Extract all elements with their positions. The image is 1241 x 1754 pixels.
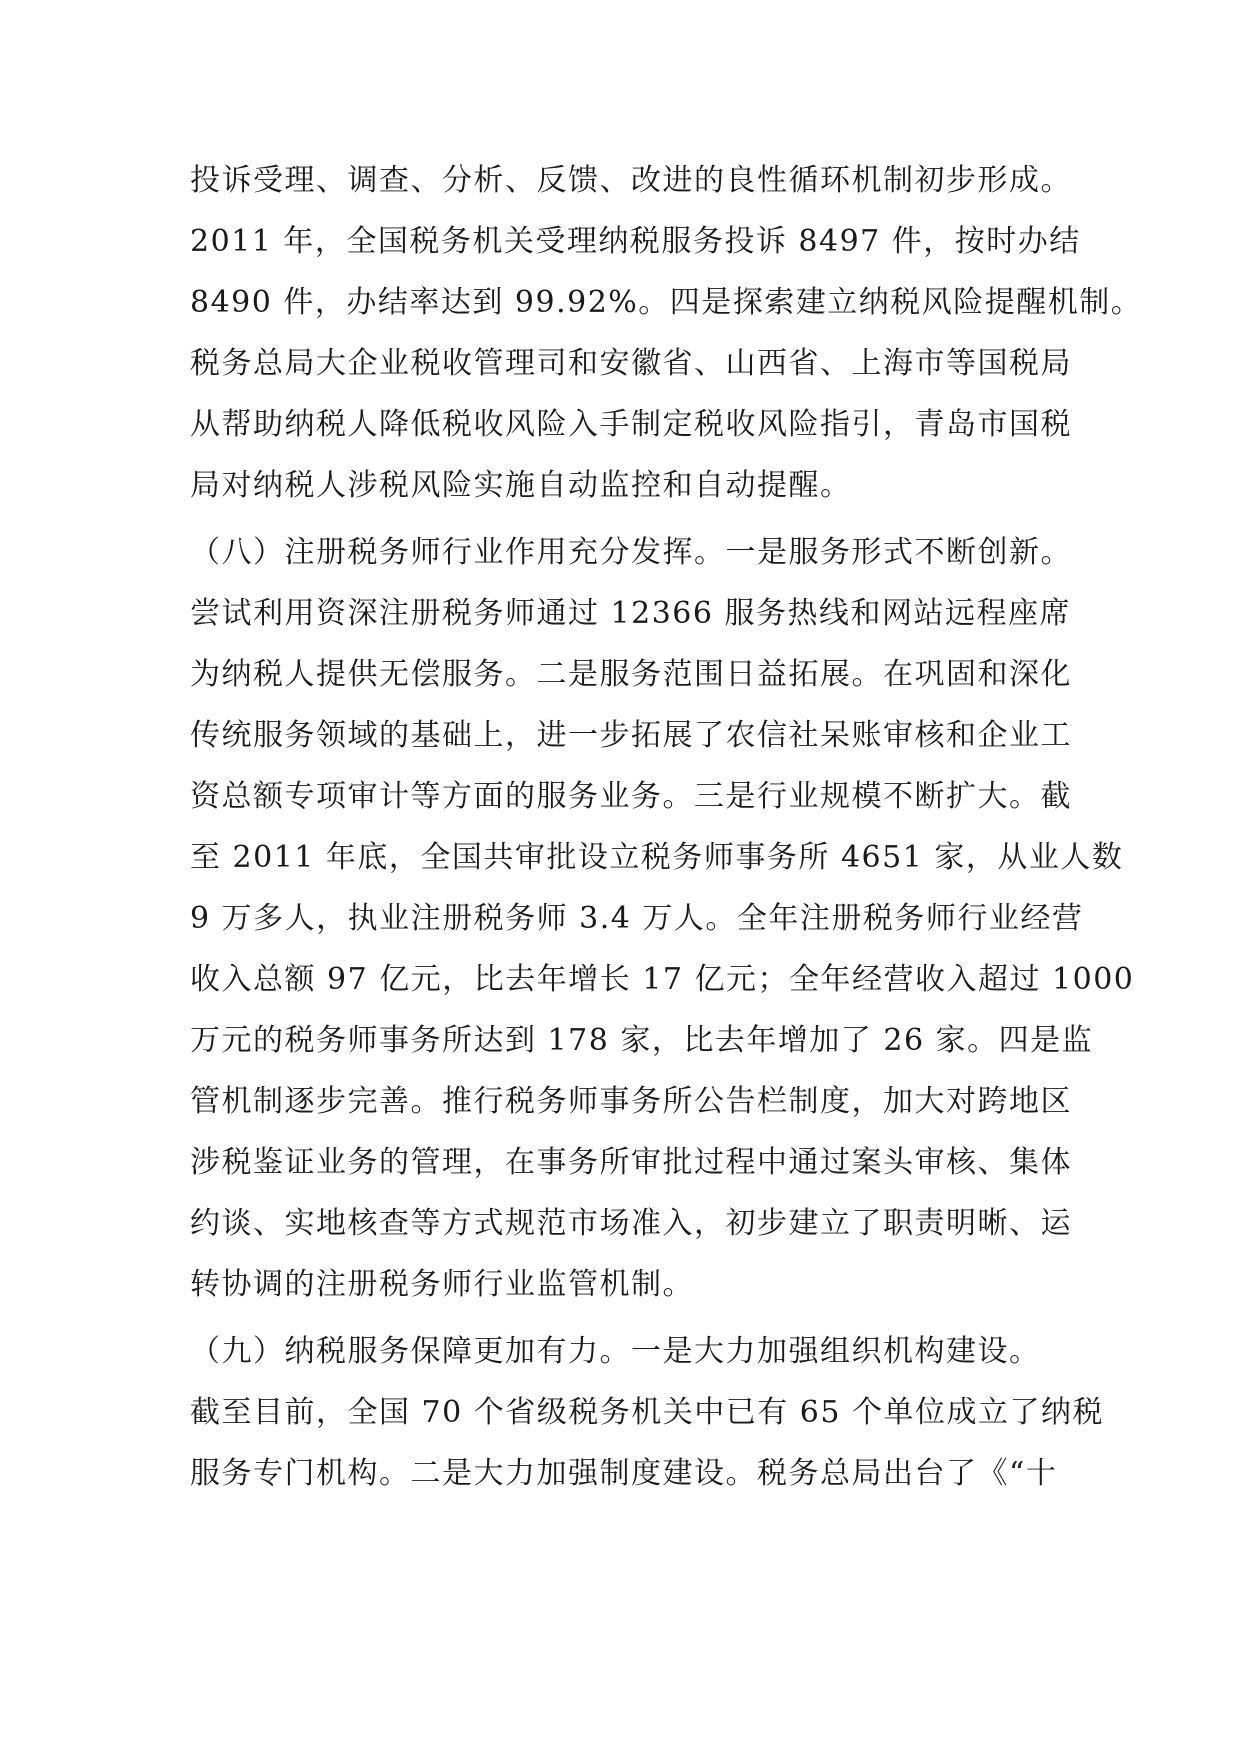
document-body <box>190 150 1143 1504</box>
text-line: 局对纳税人涉税风险实施自动监控和自动提醒。 <box>190 468 852 503</box>
text-line: 9 万多人，执业注册税务师 3.4 万人。全年注册税务师行业经营 <box>190 901 1084 936</box>
paragraph <box>190 522 1135 1315</box>
text-line: 收入总额 97 亿元，比去年增长 17 亿元；全年经营收入超过 1000 <box>190 962 1135 997</box>
paragraph <box>190 150 1143 516</box>
text-line: 万元的税务师事务所达到 178 家，比去年增加了 26 家。四是监 <box>190 1023 1094 1058</box>
text-line: （九）纳税服务保障更加有力。一是大力加强组织机构建设。 <box>190 1334 1041 1369</box>
text-line: 涉税鉴证业务的管理，在事务所审批过程中通过案头审核、集体 <box>190 1145 1072 1180</box>
text-line: 管机制逐步完善。推行税务师事务所公告栏制度，加大对跨地区 <box>190 1084 1072 1119</box>
text-line: 至 2011 年底，全国共审批设立税务师事务所 4651 家，从业人数 <box>190 840 1124 875</box>
text-line: 资总额专项审计等方面的服务业务。三是行业规模不断扩大。截 <box>190 779 1072 814</box>
text-line: 投诉受理、调查、分析、反馈、改进的良性循环机制初步形成。 <box>190 163 1072 198</box>
text-line: 8490 件，办结率达到 99.92%。四是探索建立纳税风险提醒机制。 <box>190 285 1143 320</box>
text-line: 尝试利用资深注册税务师通过 12366 服务热线和网站远程座席 <box>190 596 1072 631</box>
text-line: 税务总局大企业税收管理司和安徽省、山西省、上海市等国税局 <box>190 346 1072 381</box>
text-line: 为纳税人提供无偿服务。二是服务范围日益拓展。在巩固和深化 <box>190 657 1072 692</box>
paragraph <box>190 1321 1104 1504</box>
text-line: （八）注册税务师行业作用充分发挥。一是服务形式不断创新。 <box>190 535 1072 570</box>
text-line: 截至目前，全国 70 个省级税务机关中已有 65 个单位成立了纳税 <box>190 1395 1104 1430</box>
text-line: 2011 年，全国税务机关受理纳税服务投诉 8497 件，按时办结 <box>190 224 1081 259</box>
text-line: 转协调的注册税务师行业监管机制。 <box>190 1267 694 1302</box>
text-line: 从帮助纳税人降低税收风险入手制定税收风险指引，青岛市国税 <box>190 407 1072 442</box>
text-line: 约谈、实地核查等方式规范市场准入，初步建立了职责明晰、运 <box>190 1206 1072 1241</box>
text-line: 传统服务领域的基础上，进一步拓展了农信社呆账审核和企业工 <box>190 718 1072 753</box>
text-line: 服务专门机构。二是大力加强制度建设。税务总局出台了《“十 <box>190 1456 1058 1491</box>
